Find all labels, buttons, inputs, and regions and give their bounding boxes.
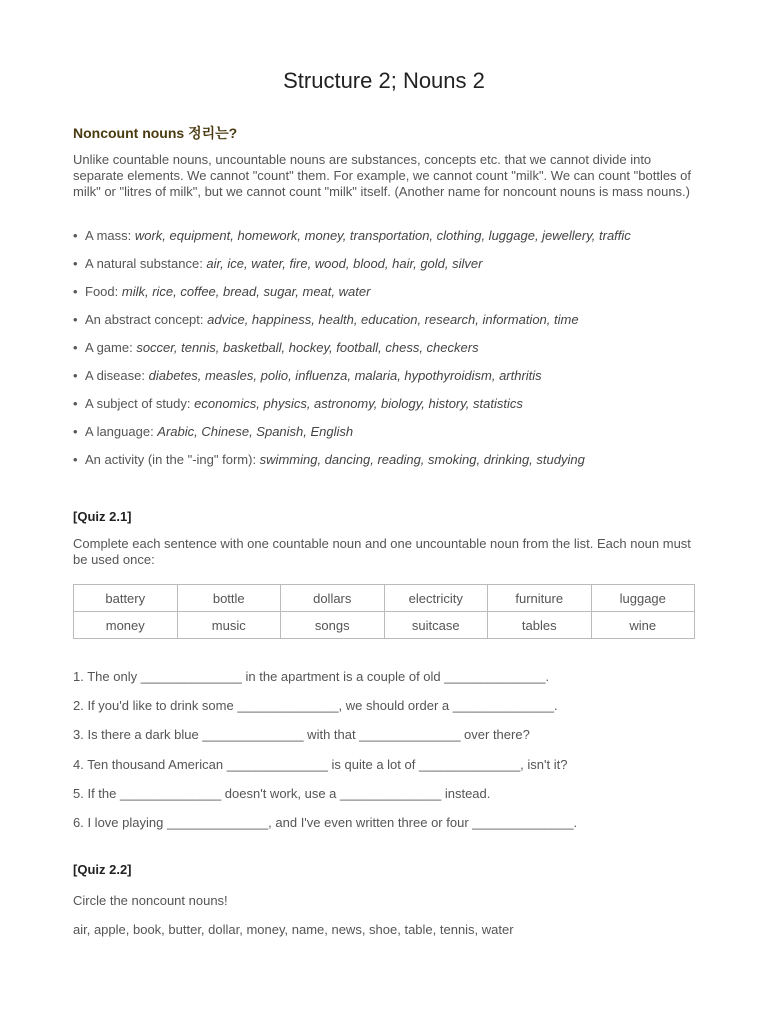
table-row <box>74 585 695 612</box>
table-cell: dollars <box>281 585 385 612</box>
list-item: • A mass: work, equipment, homework, money, transportation, clothing, luggage, jewellery, traffic <box>73 228 631 243</box>
section-heading: Noncount nouns 정리는? <box>73 125 238 141</box>
table-cell: suitcase <box>384 612 488 639</box>
quiz1-question: 1. The only ______________ in the apartment is a couple of old ______________. <box>73 669 550 684</box>
page-title: Structure 2; Nouns 2 <box>283 68 485 93</box>
quiz1-question: 5. If the ______________ doesn't work, use a ______________ instead. <box>73 786 491 801</box>
table-cell: battery <box>74 585 178 612</box>
quiz1-instruction: Complete each sentence with one countable noun and one uncountable noun from the list. Each noun must be used once: <box>73 536 691 567</box>
quiz2-heading: [Quiz 2.2] <box>73 862 132 877</box>
intro-paragraph: Unlike countable nouns, uncountable nouns are substances, concepts etc. that we cannot divide into separate elements. We cannot "count" them. For example, we cannot count "milk". We can count "bottles of milk" or "litres of milk", but we cannot count "milk" itself. (Another name for noncount nouns is mass nouns.) <box>73 152 692 199</box>
table-cell: music <box>177 612 281 639</box>
list-item: • An activity (in the "-ing" form): swimming, dancing, reading, smoking, drinking, studying <box>73 452 585 467</box>
word-table <box>73 584 695 639</box>
table-cell: luggage <box>591 585 695 612</box>
table-cell: wine <box>591 612 695 639</box>
table-row <box>74 612 695 639</box>
list-item: • A game: soccer, tennis, basketball, hockey, football, chess, checkers <box>73 340 479 355</box>
table-cell: money <box>74 612 178 639</box>
list-item: • An abstract concept: advice, happiness, health, education, research, information, time <box>73 312 579 327</box>
list-item: • A subject of study: economics, physics, astronomy, biology, history, statistics <box>73 396 523 411</box>
list-item: • Food: milk, rice, coffee, bread, sugar, meat, water <box>73 284 371 299</box>
quiz1-question: 6. I love playing ______________, and I've even written three or four ______________. <box>73 815 578 830</box>
table-cell: songs <box>281 612 385 639</box>
quiz1-heading: [Quiz 2.1] <box>73 509 132 524</box>
table-cell: bottle <box>177 585 281 612</box>
table-cell: tables <box>488 612 592 639</box>
table-cell: electricity <box>384 585 488 612</box>
list-item: • A natural substance: air, ice, water, fire, wood, blood, hair, gold, silver <box>73 256 483 271</box>
quiz2-word-list: air, apple, book, butter, dollar, money, name, news, shoe, table, tennis, water <box>73 922 514 937</box>
category-list <box>73 228 713 480</box>
quiz2-instruction: Circle the noncount nouns! <box>73 893 228 908</box>
quiz1-question: 4. Ten thousand American ______________ is quite a lot of ______________, isn't it? <box>73 757 568 772</box>
list-item: • A disease: diabetes, measles, polio, influenza, malaria, hypothyroidism, arthritis <box>73 368 542 383</box>
quiz1-question: 3. Is there a dark blue ______________ with that ______________ over there? <box>73 727 530 742</box>
table-cell: furniture <box>488 585 592 612</box>
quiz1-question: 2. If you'd like to drink some ______________, we should order a ______________. <box>73 698 558 713</box>
list-item: • A language: Arabic, Chinese, Spanish, English <box>73 424 354 439</box>
